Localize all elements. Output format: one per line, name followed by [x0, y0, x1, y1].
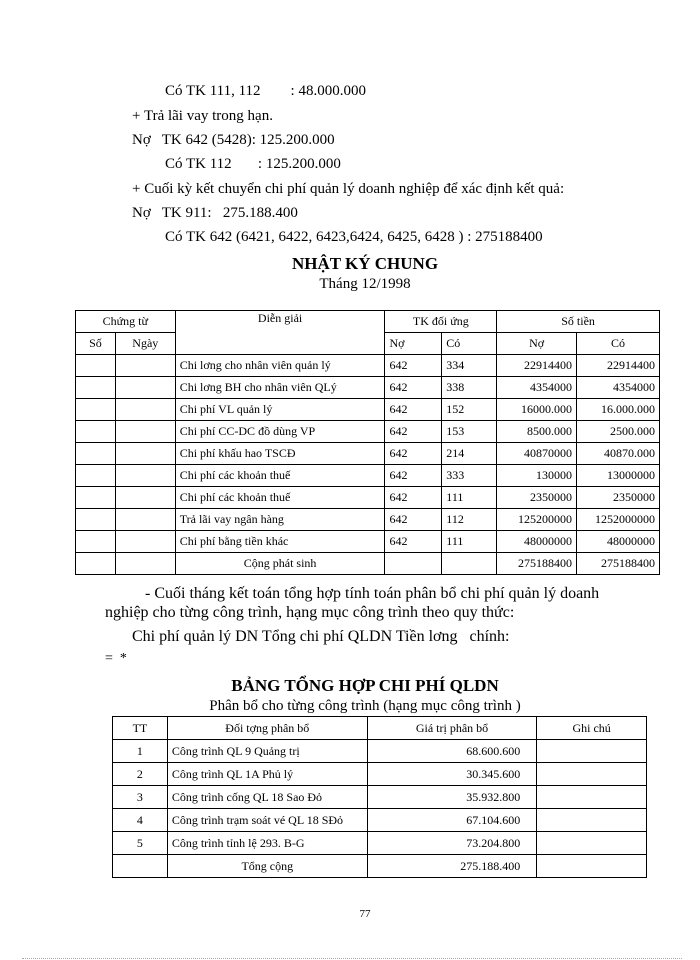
- total-credit: 275188400: [577, 553, 660, 575]
- row-description: Chi phí CC-DC đồ dùng VP: [175, 421, 385, 443]
- row-debit-account: 642: [385, 399, 442, 421]
- row-target: Công trình QL 1A Phủ lý: [167, 763, 367, 786]
- row-debit-amount: 40870000: [497, 443, 577, 465]
- row-credit-amount: 13000000: [577, 465, 660, 487]
- summary-subtitle: Phân bổ cho từng công trình (hạng mục công trình ): [209, 698, 521, 714]
- summary-title: BẢNG TỔNG HỢP CHI PHÍ QLDN: [231, 676, 499, 695]
- table-row: [76, 355, 660, 377]
- row-target: Công trình tỉnh lệ 293. B-G: [167, 832, 367, 855]
- row-credit-account: 333: [442, 465, 497, 487]
- total-row: [113, 855, 647, 878]
- entry-line: Có TK 112 : 125.200.000: [165, 156, 341, 172]
- row-credit-amount: 1252000000: [577, 509, 660, 531]
- header-credit-account: Có: [442, 333, 497, 355]
- header-tt: TT: [113, 717, 168, 740]
- row-description: Chi lơng BH cho nhân viên QLý: [175, 377, 385, 399]
- table-row: [76, 443, 660, 465]
- table-row: [113, 809, 647, 832]
- row-credit-account: 338: [442, 377, 497, 399]
- table-row: [76, 377, 660, 399]
- row-tt: 4: [113, 809, 168, 832]
- row-credit-account: 111: [442, 531, 497, 553]
- journal-subtitle: Tháng 12/1998: [319, 276, 411, 292]
- table-row: [113, 832, 647, 855]
- page-number: 77: [359, 908, 371, 920]
- row-value: 35.932.800: [367, 786, 537, 809]
- row-description: Trả lãi vay ngân hàng: [175, 509, 385, 531]
- header-voucher-no: Số: [76, 333, 116, 355]
- table-row: [113, 740, 647, 763]
- row-target: Công trình cống QL 18 Sao Đỏ: [167, 786, 367, 809]
- formula-symbols: = *: [105, 651, 127, 666]
- paragraph-line: nghiệp cho từng công trình, hạng mục công trình theo quy thức:: [105, 604, 515, 621]
- header-value: Giá trị phân bổ: [367, 717, 537, 740]
- entry-line: Nợ TK 642 (5428): 125.200.000: [132, 132, 335, 148]
- row-credit-account: 153: [442, 421, 497, 443]
- row-value: 67.104.600: [367, 809, 537, 832]
- table-row: [76, 509, 660, 531]
- page-divider: [22, 958, 682, 959]
- header-row: [113, 717, 647, 740]
- row-credit-amount: 16.000.000: [577, 399, 660, 421]
- table-row: [76, 421, 660, 443]
- row-debit-account: 642: [385, 355, 442, 377]
- row-credit-account: 111: [442, 487, 497, 509]
- row-credit-amount: 40870.000: [577, 443, 660, 465]
- row-debit-account: 642: [385, 443, 442, 465]
- row-credit-account: 112: [442, 509, 497, 531]
- entry-heading: + Cuối kỳ kết chuyển chi phí quản lý doanh nghiệp để xác định kết quả:: [132, 181, 565, 197]
- header-account: TK đối ứng: [385, 311, 497, 333]
- row-debit-amount: 8500.000: [497, 421, 577, 443]
- row-debit-account: 642: [385, 465, 442, 487]
- row-debit-account: 642: [385, 377, 442, 399]
- header-voucher-date: Ngày: [115, 333, 175, 355]
- table-row: [113, 786, 647, 809]
- header-target: Đối tợng phân bổ: [167, 717, 367, 740]
- total-value: 275.188.400: [367, 855, 537, 878]
- entry-line: Có TK 642 (6421, 6422, 6423,6424, 6425, 6428 ) : 275188400: [165, 229, 543, 245]
- total-debit: 275188400: [497, 553, 577, 575]
- header-debit-amount: Nợ: [497, 333, 577, 355]
- row-value: 30.345.600: [367, 763, 537, 786]
- row-description: Chi phí các khoản thuế: [175, 487, 385, 509]
- row-value: 68.600.600: [367, 740, 537, 763]
- row-debit-account: 642: [385, 531, 442, 553]
- row-description: Chi phí bằng tiền khác: [175, 531, 385, 553]
- row-debit-amount: 4354000: [497, 377, 577, 399]
- table-row: [76, 399, 660, 421]
- row-target: Công trình QL 9 Quảng trị: [167, 740, 367, 763]
- header-debit-account: Nợ: [385, 333, 442, 355]
- row-debit-amount: 48000000: [497, 531, 577, 553]
- header-amount: Số tiền: [497, 311, 660, 333]
- table-row: [76, 487, 660, 509]
- row-credit-account: 214: [442, 443, 497, 465]
- row-description: Chi phí VL quản lý: [175, 399, 385, 421]
- row-debit-amount: 22914400: [497, 355, 577, 377]
- row-debit-amount: 16000.000: [497, 399, 577, 421]
- formula-line: Chi phí quản lý DN Tổng chi phí QLDN Tiền lơng chính:: [132, 628, 510, 645]
- row-credit-amount: 2500.000: [577, 421, 660, 443]
- row-tt: 5: [113, 832, 168, 855]
- row-debit-account: 642: [385, 421, 442, 443]
- paragraph-line: - Cuối tháng kết toán tổng hợp tính toán phân bổ chi phí quản lý doanh: [145, 585, 600, 602]
- row-debit-amount: 2350000: [497, 487, 577, 509]
- table-row: [113, 763, 647, 786]
- row-debit-account: 642: [385, 509, 442, 531]
- row-description: Chi phí các khoản thuế: [175, 465, 385, 487]
- header-note: Ghi chú: [537, 717, 647, 740]
- row-description: Chi lơng cho nhân viên quản lý: [175, 355, 385, 377]
- header-voucher: Chứng từ: [76, 311, 176, 333]
- row-credit-amount: 4354000: [577, 377, 660, 399]
- entry-heading: + Trả lãi vay trong hạn.: [132, 108, 273, 124]
- header-description: Diễn giải: [175, 311, 385, 355]
- row-debit-amount: 130000: [497, 465, 577, 487]
- row-credit-amount: 2350000: [577, 487, 660, 509]
- total-label: Tổng cộng: [167, 855, 367, 878]
- row-target: Công trình trạm soát vé QL 18 SĐỏ: [167, 809, 367, 832]
- entry-line: Có TK 111, 112 : 48.000.000: [165, 83, 366, 99]
- table-row: [76, 531, 660, 553]
- row-description: Chi phí khấu hao TSCĐ: [175, 443, 385, 465]
- row-credit-account: 334: [442, 355, 497, 377]
- row-debit-amount: 125200000: [497, 509, 577, 531]
- row-tt: 1: [113, 740, 168, 763]
- row-tt: 2: [113, 763, 168, 786]
- general-journal-table: [75, 310, 660, 575]
- row-credit-account: 152: [442, 399, 497, 421]
- total-row: [76, 553, 660, 575]
- row-credit-amount: 22914400: [577, 355, 660, 377]
- cost-summary-table: [112, 716, 647, 878]
- header-credit-amount: Có: [577, 333, 660, 355]
- row-credit-amount: 48000000: [577, 531, 660, 553]
- total-label: Cộng phát sinh: [175, 553, 385, 575]
- row-tt: 3: [113, 786, 168, 809]
- table-row: [76, 465, 660, 487]
- row-debit-account: 642: [385, 487, 442, 509]
- entry-line: Nợ TK 911: 275.188.400: [132, 205, 298, 221]
- journal-title: NHẬT KÝ CHUNG: [291, 254, 439, 273]
- row-value: 73.204.800: [367, 832, 537, 855]
